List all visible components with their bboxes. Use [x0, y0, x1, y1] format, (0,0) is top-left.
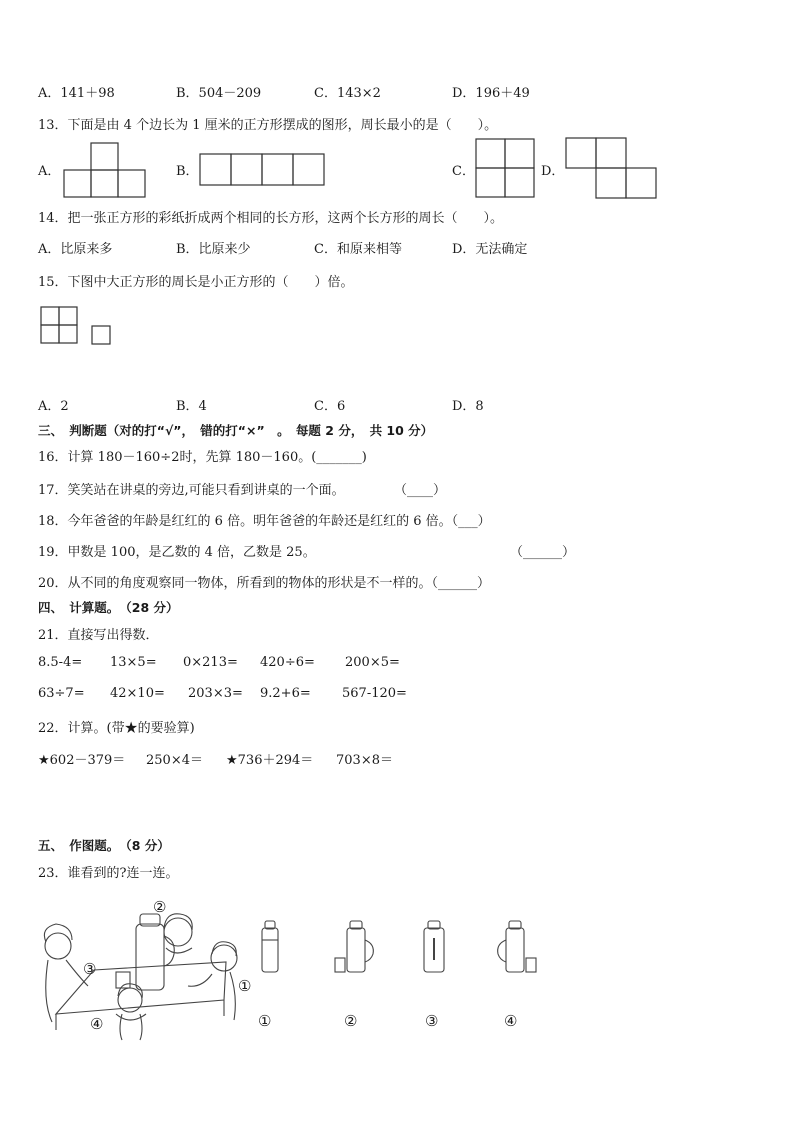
q21-item[interactable]: 0×213=: [183, 655, 238, 670]
q18-answer-blank[interactable]: （___）: [451, 514, 491, 529]
q15-option-a[interactable]: A．2: [38, 399, 69, 414]
q18-text: 18．今年爸爸的年龄是红红的 6 倍。明年爸爸的年龄还是红红的 6 倍。: [38, 514, 452, 529]
q19-answer-blank[interactable]: （______）: [510, 545, 576, 560]
view-label-1: ①: [258, 1012, 272, 1030]
q17-text: 17．笑笑站在讲桌的旁边,可能只看到讲桌的一个面。: [38, 483, 345, 498]
q14-option-a[interactable]: A．比原来多: [38, 242, 113, 257]
thermos-view-2[interactable]: [333, 918, 379, 978]
q13-stem: 13．下面是由 4 个边长为 1 厘米的正方形摆成的图形，周长最小的是（ ）。: [38, 118, 498, 133]
q22-item[interactable]: ★736＋294＝: [226, 753, 314, 768]
q13-label-d[interactable]: D．: [541, 164, 565, 179]
q20-answer-blank[interactable]: （______）: [431, 576, 491, 591]
thermos-view-3[interactable]: [420, 918, 450, 978]
q14-stem: 14．把一张正方形的彩纸折成两个相同的长方形，这两个长方形的周长（ ）。: [38, 211, 504, 226]
scene-label-2: ②: [153, 898, 167, 916]
q18: [38, 510, 491, 529]
q13-label-b[interactable]: B．: [176, 164, 199, 179]
q21-item[interactable]: 63÷7=: [38, 686, 85, 701]
q15-option-b[interactable]: B．4: [176, 399, 207, 414]
q16: [38, 446, 367, 465]
q12-option-b[interactable]: B．504－209: [176, 86, 262, 101]
q13-figure-a: [64, 142, 146, 198]
q14-option-d[interactable]: D．无法确定: [452, 242, 528, 257]
scene-label-3: ③: [83, 960, 97, 978]
q21-item[interactable]: 8.5-4=: [38, 655, 83, 670]
section-4-title: 四、 计算题。 （28 分）: [38, 600, 179, 615]
q17-answer-blank[interactable]: （____）: [394, 483, 447, 498]
q12-option-a[interactable]: A．141＋98: [38, 86, 115, 101]
thermos-view-1[interactable]: [258, 918, 288, 978]
q16-answer-blank[interactable]: (_______): [311, 450, 367, 465]
q17: [38, 479, 345, 498]
q22-item[interactable]: ★602－379＝: [38, 753, 126, 768]
q22-stem: 22．计算。(带★的要验算): [38, 721, 195, 736]
q20: [38, 572, 490, 591]
q16-text: 16．计算 180－160÷2时，先算 180－160。: [38, 450, 312, 465]
q13-figure-b: [200, 154, 325, 186]
q21-item[interactable]: 9.2+6=: [260, 686, 311, 701]
q23-stem: 23．谁看到的?连一连。: [38, 866, 179, 881]
view-label-3: ③: [425, 1012, 439, 1030]
scene-label-1: ①: [238, 977, 252, 995]
q19-text: 19．甲数是 100，是乙数的 4 倍，乙数是 25。: [38, 545, 316, 560]
q15-figure-small-square: [92, 326, 112, 346]
q15-option-d[interactable]: D．8: [452, 399, 484, 414]
view-label-2: ②: [344, 1012, 358, 1030]
q21-item[interactable]: 13×5=: [110, 655, 157, 670]
q13-label-a[interactable]: A．: [38, 164, 61, 179]
q22-item[interactable]: 250×4＝: [146, 753, 203, 768]
q21-stem: 21．直接写出得数．: [38, 628, 159, 643]
q12-option-c[interactable]: C．143×2: [314, 86, 381, 101]
q19: [38, 541, 316, 560]
q13-figure-d: [566, 138, 658, 200]
q23-scene-illustration: [36, 892, 268, 1044]
scene-label-4: ④: [90, 1015, 104, 1033]
q21-item[interactable]: 200×5=: [345, 655, 400, 670]
q13-figure-c: [476, 139, 536, 199]
q20-text: 20．从不同的角度观察同一物体，所看到的物体的形状是不一样的。: [38, 576, 432, 591]
thermos-view-4[interactable]: [494, 918, 540, 978]
q15-stem: 15．下图中大正方形的周长是小正方形的（ ）倍。: [38, 275, 354, 290]
q13-label-c[interactable]: C．: [452, 164, 475, 179]
q12-option-d[interactable]: D．196＋49: [452, 86, 530, 101]
q14-option-c[interactable]: C．和原来相等: [314, 242, 402, 257]
section-5-title: 五、 作图题。 （8 分）: [38, 838, 170, 853]
q21-item[interactable]: 42×10=: [110, 686, 165, 701]
section-3-title: 三、 判断题（对的打“√”， 错的打“×” 。 每题 2 分， 共 10 分）: [38, 423, 434, 438]
q22-item[interactable]: 703×8＝: [336, 753, 393, 768]
view-label-4: ④: [504, 1012, 518, 1030]
q15-figure-big-square: [41, 307, 79, 345]
q14-option-b[interactable]: B．比原来少: [176, 242, 251, 257]
q21-item[interactable]: 567-120=: [342, 686, 407, 701]
q21-item[interactable]: 420÷6=: [260, 655, 315, 670]
q15-option-c[interactable]: C．6: [314, 399, 346, 414]
q21-item[interactable]: 203×3=: [188, 686, 243, 701]
